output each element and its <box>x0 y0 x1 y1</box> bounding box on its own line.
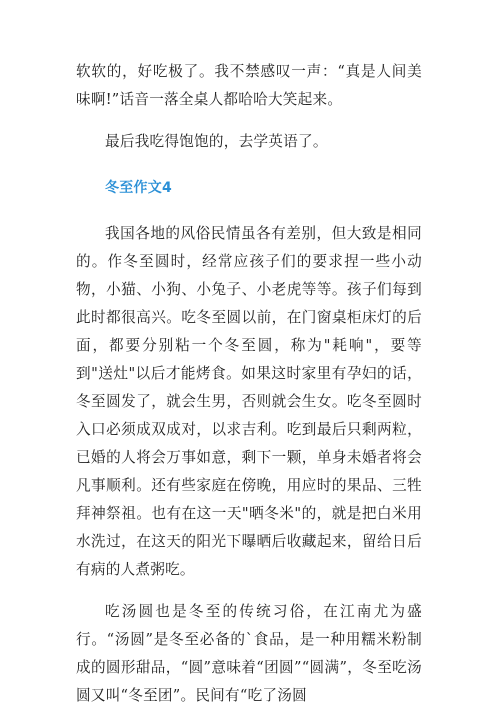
paragraph-gap <box>76 156 422 174</box>
article-body <box>76 58 422 710</box>
paragraph-gap <box>76 584 422 598</box>
paragraph-3: 我国各地的风俗民情虽各有差别，但大致是相同的。作冬至圆时，经常应孩子们的要求捏一些小动物，小猫、小狗、小兔子、小老虎等等。孩子们每到此时都很高兴。吃冬至圆以前，在门窗桌柜床灯的后面，都要分别粘一个冬至圆，称为"耗响"，要等到"送灶"以后才能烤食。如果这时家里有孕妇的话，冬至圆发了，就会生男，否则就会生女。吃冬至圆时入口必须成双成对，以求吉利。吃到最后只剩两粒，已婚的人将会万事如意，剩下一颗，单身未婚者将会凡事顺利。还有些家庭在傍晚，用应时的果品、三牲拜神祭祖。也有在这一天"晒冬米"的，就是把白米用水洗过，在这天的阳光下曝晒后收藏起来，留给日后有病的人煮粥吃。 <box>76 225 422 578</box>
paragraph-2: 最后我吃得饱饱的，去学英语了。 <box>105 133 328 150</box>
paragraph-1: 软软的，好吃极了。我不禁感叹一声：“真是人间美味啊!”话音一落全桌人都哈哈大笑起来。 <box>76 63 422 108</box>
section-heading: 冬至作文4 <box>105 180 172 196</box>
paragraph-gap <box>76 202 422 220</box>
paragraph-4: 吃汤圆也是冬至的传统习俗，在江南尤为盛行。“汤圆”是冬至必备的`食品，是一种用糯米粉制成的圆形甜品，“圆”意味着“团圆”“圆满”，冬至吃汤圆又叫“冬至团”。民间有“吃了汤圆 <box>76 603 422 704</box>
paragraph-gap <box>76 114 422 128</box>
